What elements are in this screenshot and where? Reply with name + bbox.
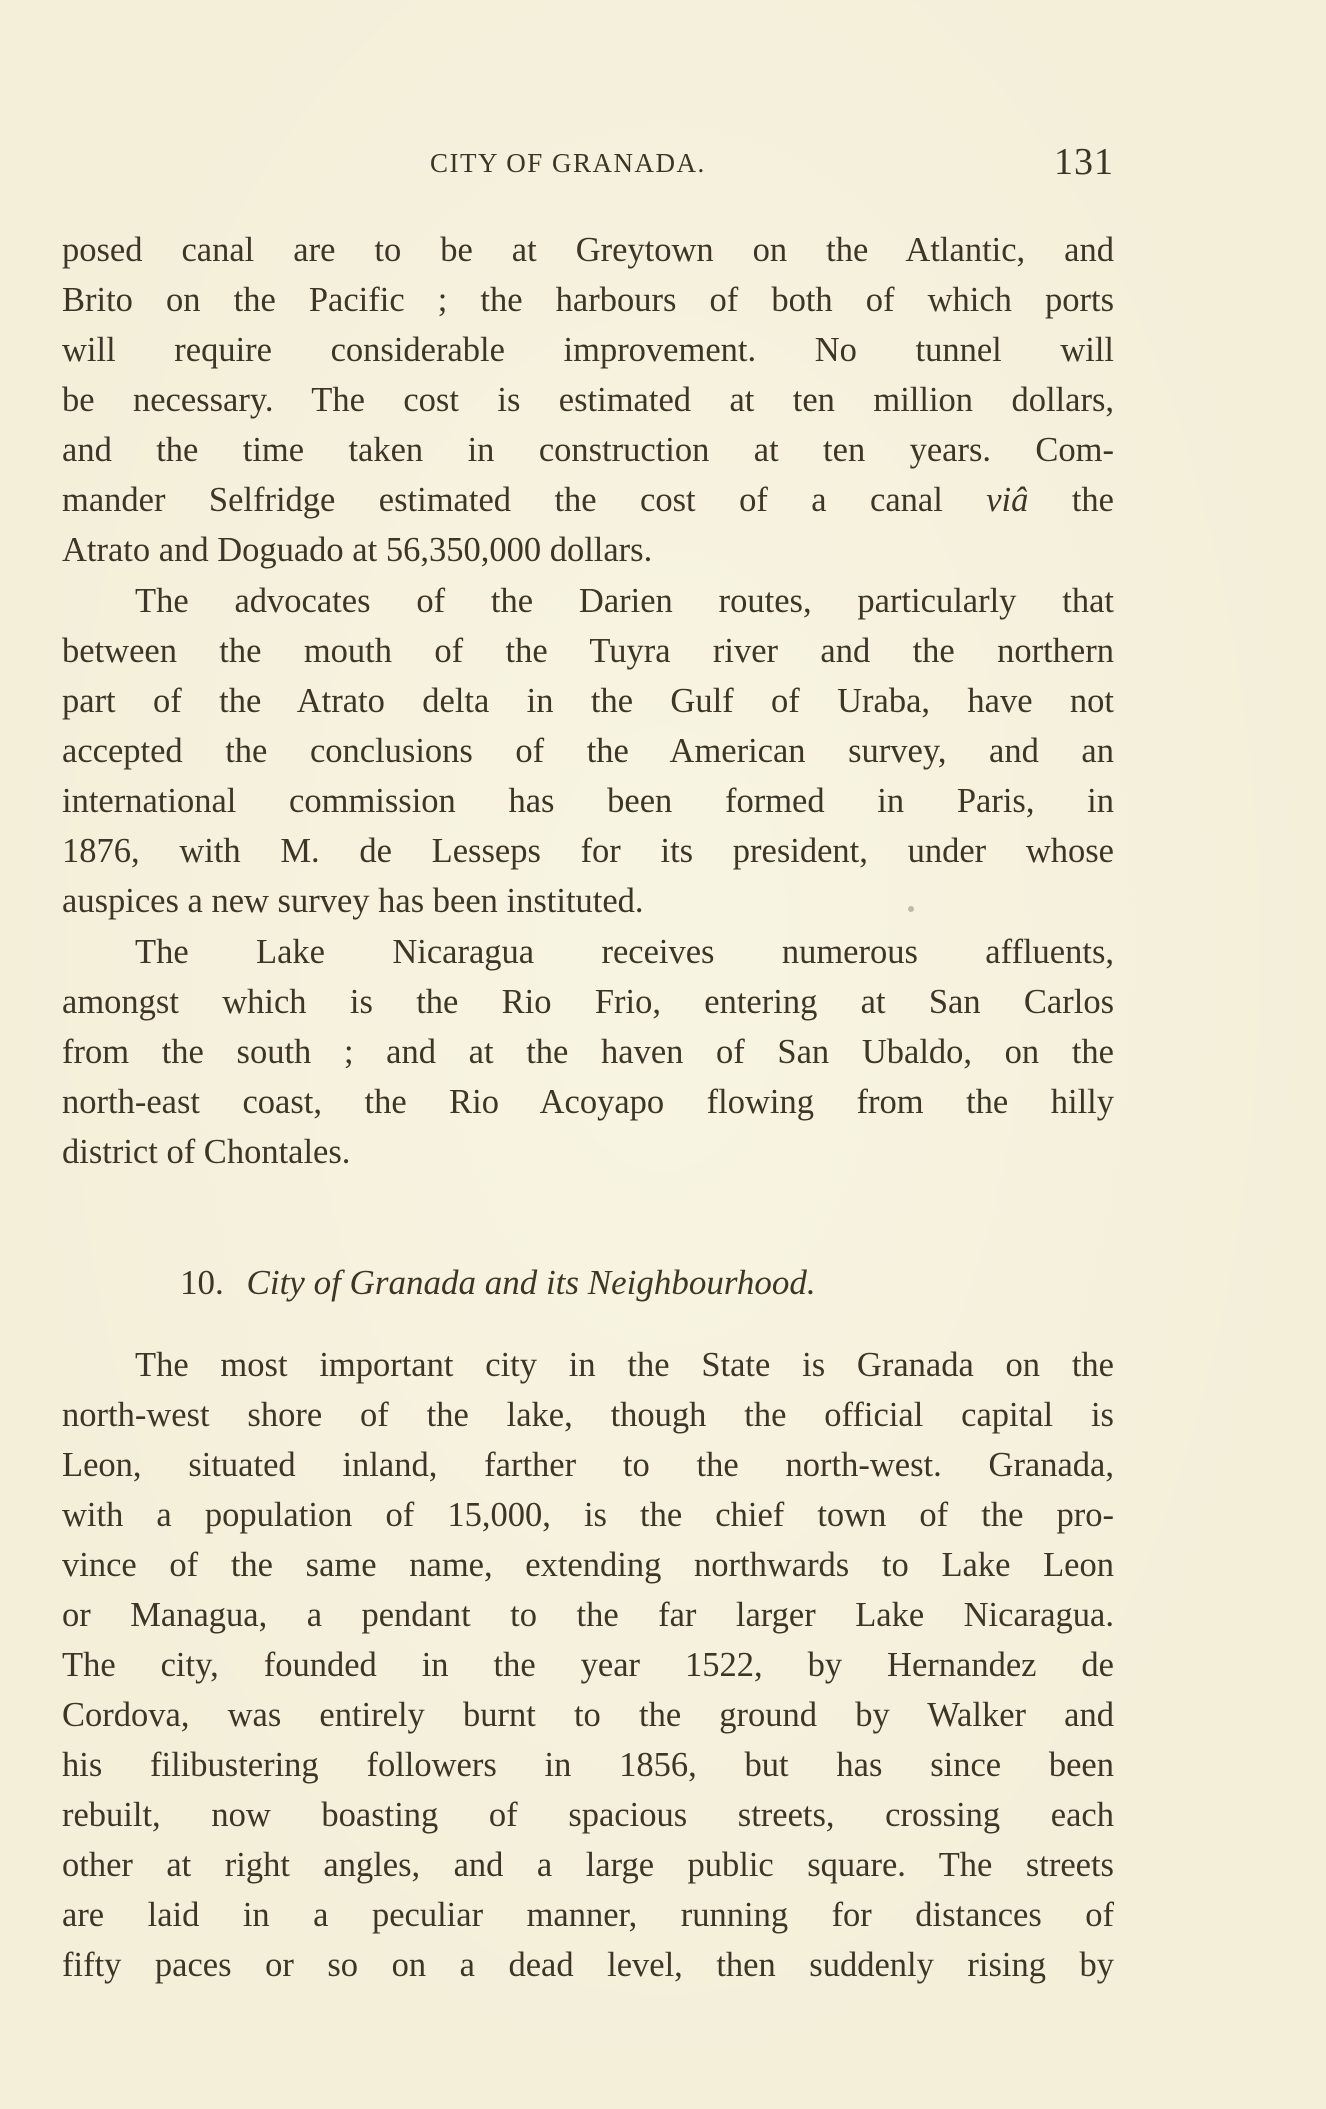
text-line: fifty paces or so on a dead level, then suddenly rising by	[62, 1946, 1114, 1984]
text-line: Cordova, was entirely burnt to the ground by Walker and	[62, 1696, 1114, 1734]
text-line: between the mouth of the Tuyra river and the northern	[62, 632, 1114, 670]
text-line: auspices a new survey has been instituted.	[62, 882, 644, 920]
running-head	[62, 140, 1114, 190]
text-line: Leon, situated inland, farther to the north-west. Granada,	[62, 1446, 1114, 1484]
section-title: City of Granada and its Neighbourhood.	[246, 1263, 816, 1302]
text-line: with a population of 15,000, is the chief town of the pro-	[62, 1496, 1114, 1534]
text-line: are laid in a peculiar manner, running for distances of	[62, 1896, 1114, 1934]
paragraph-first-line: The advocates of the Darien routes, particularly that	[135, 582, 1114, 620]
text-line: posed canal are to be at Greytown on the Atlantic, and	[62, 231, 1114, 269]
text-line: 1876, with M. de Lesseps for its president, under whose	[62, 832, 1114, 870]
section-number: 10.	[180, 1263, 224, 1302]
italic-word: viâ	[986, 481, 1029, 519]
text-line: vince of the same name, extending northwards to Lake Leon	[62, 1546, 1114, 1584]
section-heading	[180, 1258, 816, 1308]
text-line: part of the Atrato delta in the Gulf of Uraba, have not	[62, 682, 1114, 720]
text-line: or Managua, a pendant to the far larger Lake Nicaragua.	[62, 1596, 1114, 1634]
paper-speck	[908, 906, 914, 912]
text-line: international commission has been formed in Paris, in	[62, 782, 1114, 820]
text-line: Brito on the Pacific ; the harbours of both of which ports	[62, 281, 1114, 319]
text-line: his filibustering followers in 1856, but has since been	[62, 1746, 1114, 1784]
running-title: CITY OF GRANADA.	[430, 148, 706, 178]
text-line: north-east coast, the Rio Acoyapo flowing from the hilly	[62, 1083, 1114, 1121]
text-line: and the time taken in construction at ten years. Com-	[62, 431, 1114, 469]
text-line: amongst which is the Rio Frio, entering at San Carlos	[62, 983, 1114, 1021]
text-line: will require considerable improvement. No tunnel will	[62, 331, 1114, 369]
text-line: from the south ; and at the haven of San Ubaldo, on the	[62, 1033, 1114, 1071]
text-line: district of Chontales.	[62, 1133, 351, 1171]
text-line: rebuilt, now boasting of spacious streets, crossing each	[62, 1796, 1114, 1834]
text-line: be necessary. The cost is estimated at ten million dollars,	[62, 381, 1114, 419]
text-line: north-west shore of the lake, though the official capital is	[62, 1396, 1114, 1434]
text-line: mander Selfridge estimated the cost of a canal viâ the	[62, 481, 1114, 519]
paragraph-first-line: The most important city in the State is Granada on the	[135, 1346, 1114, 1384]
text-line: other at right angles, and a large public square. The streets	[62, 1846, 1114, 1884]
text-line: accepted the conclusions of the American survey, and an	[62, 732, 1114, 770]
page-number: 131	[1054, 141, 1114, 183]
paragraph-first-line: The Lake Nicaragua receives numerous affluents,	[135, 933, 1114, 971]
text-line: The city, founded in the year 1522, by Hernandez de	[62, 1646, 1114, 1684]
text-line: Atrato and Doguado at 56,350,000 dollars.	[62, 531, 653, 569]
